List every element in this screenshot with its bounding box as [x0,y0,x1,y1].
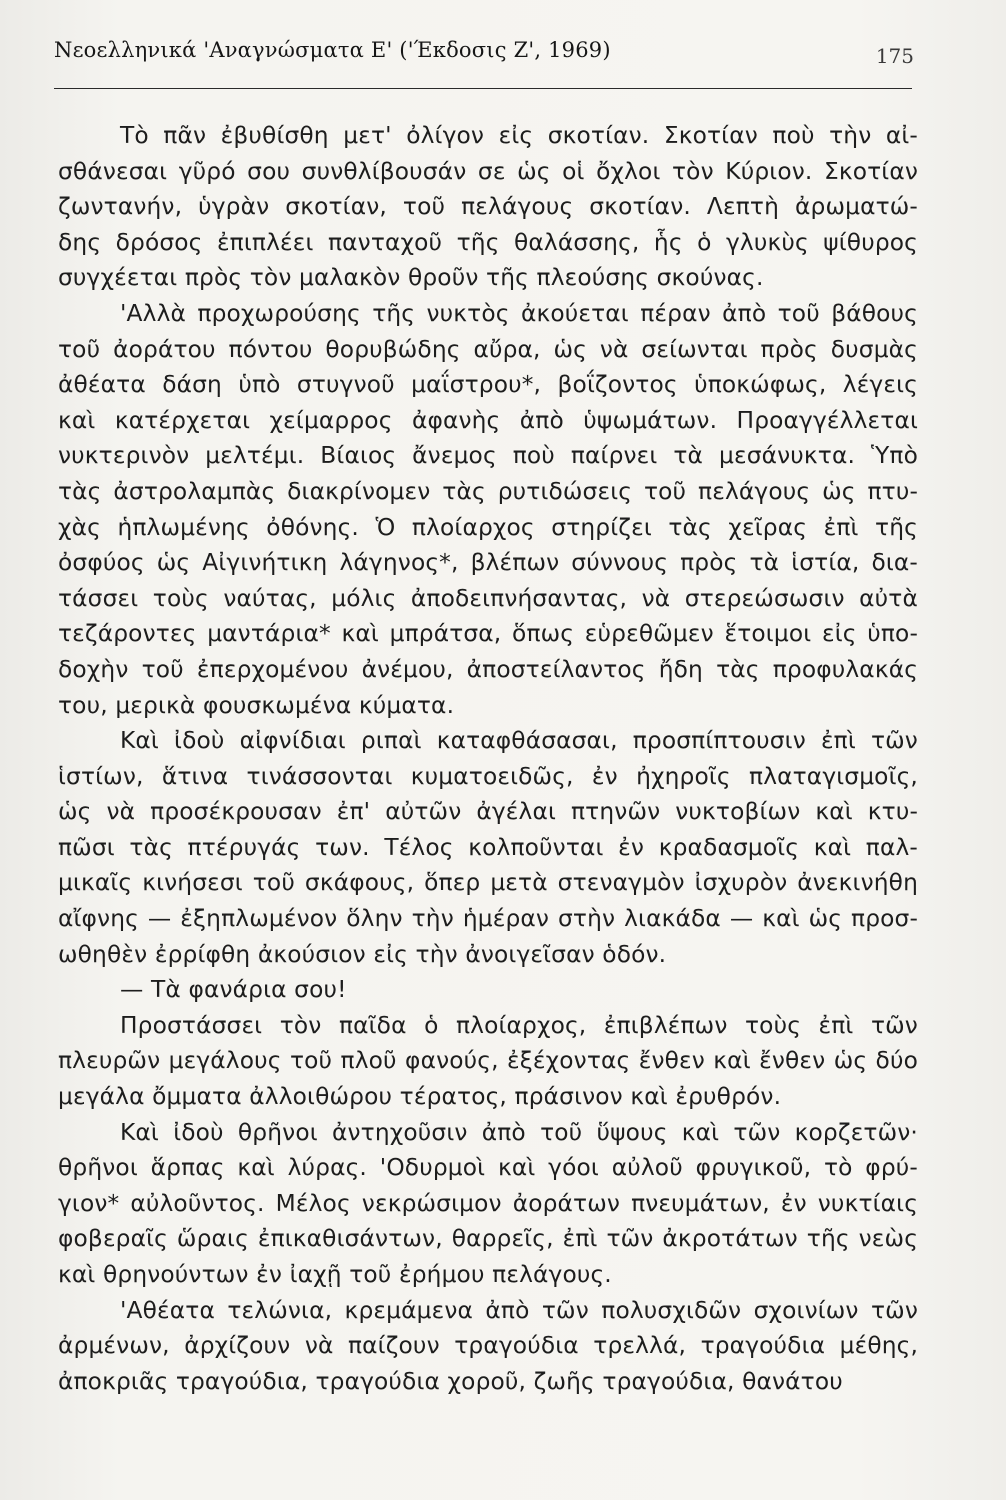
text-line: τοῦ ἀοράτου πόντου θορυβώδης αὔρα, ὡς νὰ σείωνται πρὸς δυσμὰς [58,335,918,363]
text-line: ἀθέατα δάση ὑπὸ στυγνοῦ μαΐστρου*, βοΐζοντος ὑποκώφως, λέγεις [58,371,918,399]
header-rule [54,88,912,89]
text-line: ζωντανήν, ὑγρὰν σκοτίαν, τοῦ πελάγους σκοτίαν. Λεπτὴ ἀρωματώ- [58,193,918,221]
text-line: πῶσι τὰς πτέρυγάς των. Τέλος κολποῦνται ἐν κραδασμοῖς καὶ παλ- [58,833,918,861]
text-line: Προστάσσει τὸν παῖδα ὁ πλοίαρχος, ἐπιβλέπων τοὺς ἐπὶ τῶν [120,1011,918,1039]
running-head: Νεοελληνικά 'Αναγνώσματα Ε' ('Έκδοσις Ζ', 1969) [54,38,611,62]
text-line: του, μερικὰ φουσκωμένα κύματα. [58,691,455,719]
text-line: τὰς ἀστρολαμπὰς διακρίνομεν τὰς ρυτιδώσεις τοῦ πελάγους ὡς πτυ- [58,477,919,505]
page-header [54,34,914,70]
text-line: καὶ κατέρχεται χείμαρρος ἀφανὴς ἀπὸ ὑψωμάτων. Προαγγέλλεται [58,406,919,434]
text-line: δης δρόσος ἐπιπλέει πανταχοῦ τῆς θαλάσσης, ἧς ὁ γλυκὺς ψίθυρος [58,228,919,256]
text-line: φοβεραῖς ὥραις ἐπικαθισάντων, θαρρεῖς, ἐπὶ τῶν ἀκροτάτων τῆς νεὼς [58,1225,919,1253]
text-line: Τὸ πᾶν ἐβυθίσθη μετ' ὀλίγον εἰς σκοτίαν. Σκοτίαν ποὺ τὴν αἰ- [120,122,918,149]
page-number: 175 [875,44,914,68]
text-line: ἀποκριᾶς τραγούδια, τραγούδια χοροῦ, ζωῆς τραγούδια, θανάτου [58,1367,843,1395]
text-line: δοχὴν τοῦ ἐπερχομένου ἀνέμου, ἀποστείλαντος ἤδη τὰς προφυλακάς [58,655,919,683]
text-line: Καὶ ἰδοὺ αἰφνίδιαι ριπαὶ καταφθάσασαι, προσπίπτουσιν ἐπὶ τῶν [120,727,918,755]
text-line: ωθηθὲν ἐρρίφθη ἀκούσιον εἰς τὴν ἀνοιγεῖσαν ὁδόν. [58,940,667,968]
text-line: σθάνεσαι γῦρό σου συνθλίβουσάν σε ὡς οἱ ὄχλοι τὸν Κύριον. Σκοτίαν [58,157,919,185]
text-line: μικαῖς κινήσεσι τοῦ σκάφους, ὅπερ μετὰ στεναγμὸν ἰσχυρὸν ἀνεκινήθη [58,869,918,897]
text-line: αἴφνης — ἐξηπλωμένον ὅλην τὴν ἡμέραν στὴν λιακάδα — καὶ ὡς προσ- [58,905,919,933]
text-line: ὀσφύος ὡς Αἰγινήτικη λάγηνος*, βλέπων σύννους πρὸς τὰ ἱστία, δια- [58,549,918,577]
text-line: γιον* αὐλοῦντος. Μέλος νεκρώσιμον ἀοράτων πνευμάτων, ἐν νυκτίαις [58,1189,919,1217]
text-line: πλευρῶν μεγάλους τοῦ πλοῦ φανούς, ἐξέχοντας ἔνθεν καὶ ἔνθεν ὡς δύο [58,1047,918,1075]
text-line: 'Αλλὰ προχωρούσης τῆς νυκτὸς ἀκούεται πέραν ἀπὸ τοῦ βάθους [120,299,918,327]
text-line: καὶ θρηνούντων ἐν ἰαχῇ τοῦ ἐρήμου πελάγους. [58,1261,612,1288]
text-line: ὡς νὰ προσέκρουσαν ἐπ' αὐτῶν ἀγέλαι πτηνῶν νυκτοβίων καὶ κτυ- [58,798,919,826]
text-line: Καὶ ἰδοὺ θρῆνοι ἀντηχοῦσιν ἀπὸ τοῦ ὕψους καὶ τῶν κορζετῶν· [120,1118,918,1146]
text-line: τάσσει τοὺς ναύτας, μόλις ἀποδειπνήσαντας, νὰ στερεώσωσιν αὐτὰ [58,584,918,612]
text-line: ἀρμένων, ἀρχίζουν νὰ παίζουν τραγούδια τρελλά, τραγούδια μέθης, [58,1332,919,1360]
text-line: 'Αθέατα τελώνια, κρεμάμενα ἀπὸ τῶν πολυσχιδῶν σχοινίων τῶν [120,1296,919,1324]
text-line: τεζάροντες μαντάρια* καὶ μπράτσα, ὅπως εὑρεθῶμεν ἕτοιμοι εἰς ὑπο- [58,620,919,648]
text-line: χὰς ἡπλωμένης ὀθόνης. Ὁ πλοίαρχος στηρίζει τὰς χεῖρας ἐπὶ τῆς [58,513,918,541]
text-line: νυκτερινὸν μελτέμι. Βίαιος ἄνεμος ποὺ παίρνει τὰ μεσάνυκτα. Ὑπὸ [58,442,918,470]
body-text [58,118,918,1399]
text-line: συγχέεται πρὸς τὸν μαλακὸν θροῦν τῆς πλεούσης σκούνας. [58,264,764,292]
text-line: — Τὰ φανάρια σου! [120,976,347,1004]
text-line: θρῆνοι ἅρπας καὶ λύρας. 'Οδυρμοὶ καὶ γόοι αὐλοῦ φρυγικοῦ, τὸ φρύ- [58,1154,918,1182]
text-line: μεγάλα ὄμματα ἀλλοιθώρου τέρατος, πράσινον καὶ ἐρυθρόν. [58,1083,782,1111]
text-line: ἱστίων, ἅτινα τινάσσονται κυματοειδῶς, ἐν ἠχηροῖς πλαταγισμοῖς, [58,762,918,790]
